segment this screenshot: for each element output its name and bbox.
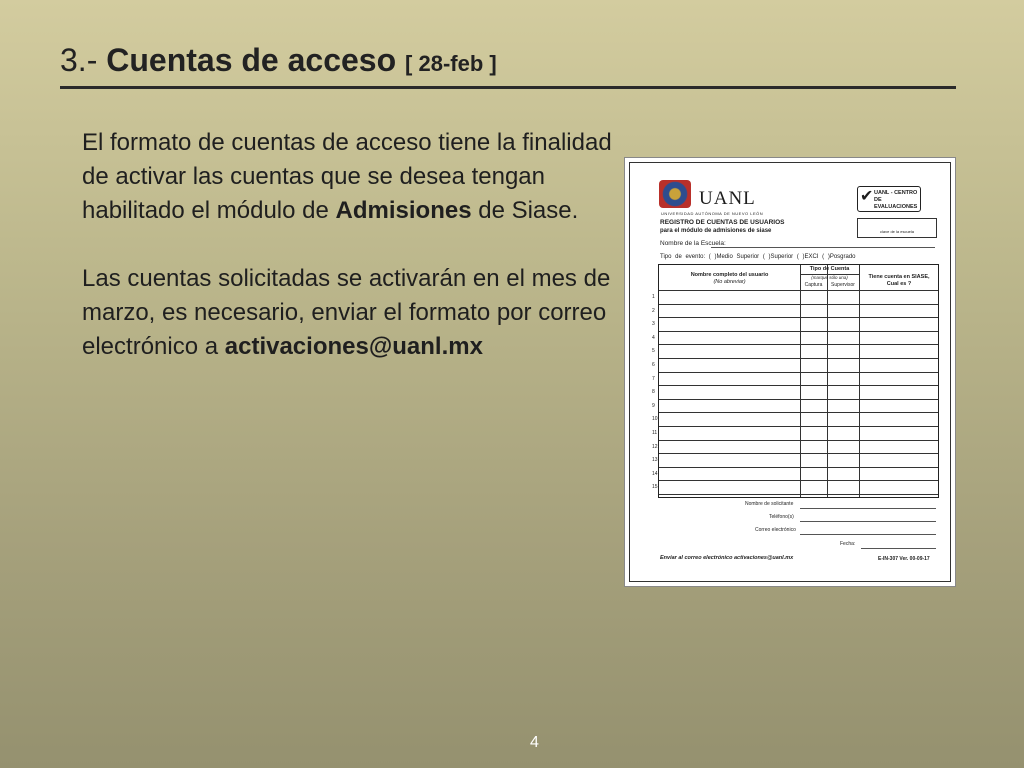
paragraph-1-text: El formato de cuentas de acceso tiene la finalidad de activar las cuentas que se desea tengan habilitado el módulo de (82, 129, 612, 224)
date-line (861, 548, 936, 549)
table-row-line (659, 385, 938, 386)
checkmark-icon: ✔ (860, 188, 874, 205)
school-label: Nombre de la Escuela: (660, 240, 726, 247)
table-row-line (659, 467, 938, 468)
table-row-line (659, 494, 938, 495)
email-address: activaciones@uanl.mx (224, 333, 483, 360)
row-number: 9 (652, 402, 655, 409)
row-number: 12 (652, 443, 658, 450)
row-number: 8 (652, 389, 655, 396)
uanl-subtitle: UNIVERSIDAD AUTÓNOMA DE NUEVO LEÓN (661, 211, 764, 216)
col-name-header: Nombre completo del usuario (690, 272, 769, 278)
table-row-line (659, 304, 938, 305)
requester-line (800, 508, 936, 509)
row-number: 14 (652, 470, 658, 477)
row-number: 13 (652, 457, 658, 464)
table-row-line (659, 480, 938, 481)
table-row-line (659, 372, 938, 373)
stamp-label: UANL - CENTRO DE EVALUACIONES (874, 190, 918, 210)
form-subtitle: para el módulo de admisiones de siase (660, 228, 772, 234)
phone-line (800, 521, 936, 522)
paragraph-1-end: de Siase. (471, 197, 579, 224)
row-number: 1 (652, 294, 655, 300)
row-number: 5 (652, 348, 655, 355)
title-number: 3.- (60, 42, 98, 78)
row-number: 10 (652, 416, 658, 423)
row-number: 3 (652, 321, 655, 328)
form-version: E-IN-307 Ver. 00-09-17 (878, 556, 930, 562)
paragraph-1 (82, 126, 622, 228)
title-main: Cuentas de acceso (106, 42, 397, 78)
paragraph-1-bold: Admisiones (335, 197, 472, 224)
email-line (800, 534, 936, 535)
send-note: Enviar al correo electrónico activaciones@uanl.mx (660, 555, 794, 561)
table-header-line (659, 290, 938, 291)
table-row-line (659, 399, 938, 400)
row-number: 11 (652, 430, 658, 436)
table-col-divider (859, 265, 860, 497)
date-label: Fecha: (840, 541, 856, 547)
title-date: [ 28-feb ] (405, 51, 497, 76)
row-number: 15 (652, 484, 658, 491)
table-row-line (659, 426, 938, 427)
table-row-line (659, 440, 938, 441)
table-row-line (659, 317, 938, 318)
row-number: 2 (652, 307, 655, 314)
table-row-line (659, 412, 938, 413)
requester-label: Nombre de solicitante (745, 501, 794, 507)
row-number: 4 (652, 334, 655, 341)
col-name-note: (No abreviar) (713, 279, 746, 285)
title-divider (60, 86, 956, 89)
users-table (652, 264, 939, 498)
phone-label: Teléfono(s) (769, 514, 794, 520)
school-key-label: clave de la escuela (880, 229, 915, 234)
slide-title (60, 42, 497, 79)
paragraph-2-text: Las cuentas solicitadas se activarán en el mes de marzo, es necesario, enviar el formato por correo electrónico a (82, 265, 611, 360)
table-row-line (659, 358, 938, 359)
col-type-header: Tipo de Cuenta (809, 266, 850, 272)
table-row-line (659, 331, 938, 332)
form-image (625, 158, 955, 586)
table-col-divider (800, 265, 801, 497)
col-supervisor-header: Supervisor (831, 282, 855, 288)
school-line (711, 247, 935, 248)
row-number: 7 (652, 375, 655, 382)
university-seal-icon (659, 180, 691, 208)
school-key-box (857, 218, 937, 238)
uanl-logo: UANL (699, 188, 756, 209)
col-siase-header: Tiene cuenta en SIASE, Cual es ? (868, 274, 930, 287)
row-number: 6 (652, 362, 655, 368)
page-number: 4 (530, 734, 539, 751)
table-row-line (659, 453, 938, 454)
event-type-line: Tipo de evento: ( )Medio Superior ( )Superior ( )EXCI ( )Posgrado (660, 254, 856, 260)
table-row-line (659, 344, 938, 345)
paragraph-2 (82, 262, 622, 364)
email-label: Correo electrónico (755, 527, 796, 533)
table-col-divider (827, 265, 828, 497)
col-type-note: (marque sólo una) (811, 275, 848, 280)
slide-body (82, 126, 622, 398)
col-capture-header: Captura (804, 282, 823, 288)
form-title: REGISTRO DE CUENTAS DE USUARIOS (660, 219, 785, 226)
evaluation-center-stamp (857, 186, 921, 212)
